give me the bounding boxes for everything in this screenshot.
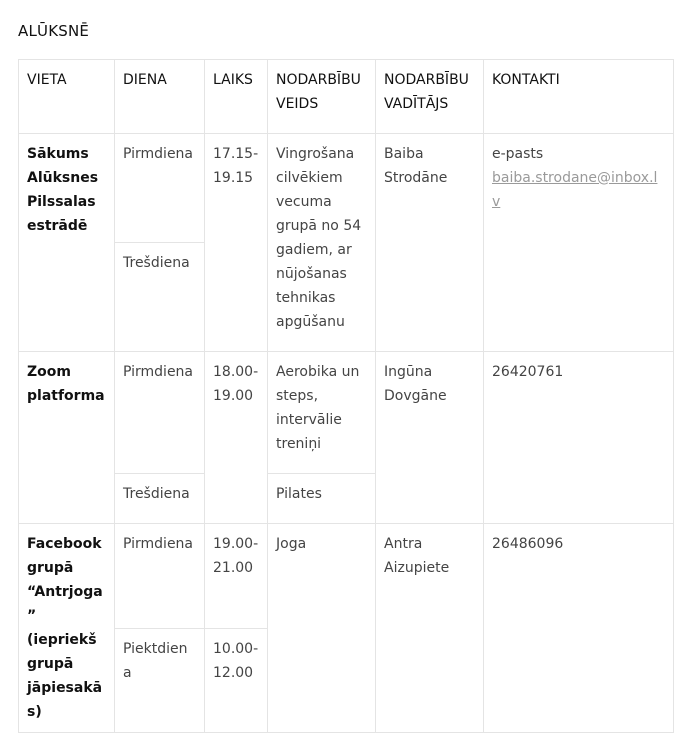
cell-laiks: 18.00-19.00 xyxy=(205,352,268,524)
schedule-table xyxy=(18,59,674,733)
cell-vaditajs: Baiba Strodāne xyxy=(376,134,484,352)
cell-kontakti xyxy=(484,134,674,352)
cell-laiks: 19.00-21.00 xyxy=(205,524,268,629)
table-header-row xyxy=(19,60,674,134)
header-diena: DIENA xyxy=(115,60,205,134)
header-nodarbibu-veids: NODARBĪBU VEIDS xyxy=(268,60,376,134)
page-heading: ALŪKSNĒ xyxy=(18,22,90,40)
cell-vieta: Sākums Alūksnes Pilssalas estrādē xyxy=(19,134,115,352)
cell-vieta: Zoom platforma xyxy=(19,352,115,524)
cell-diena: Pirmdiena xyxy=(115,524,205,629)
cell-vaditajs: Ingūna Dovgāne xyxy=(376,352,484,524)
email-link[interactable]: baiba.strodane@inbox.lv xyxy=(492,170,658,210)
table-row xyxy=(19,524,674,629)
cell-laiks: 10.00-12.00 xyxy=(205,629,268,733)
cell-diena: Trešdiena xyxy=(115,243,205,352)
cell-nodarbibu-veids: Aerobika un steps, intervālie treniņi xyxy=(268,352,376,474)
cell-diena: Trešdiena xyxy=(115,474,205,524)
cell-laiks: 17.15-19.15 xyxy=(205,134,268,352)
header-nodarbibu-vaditajs: NODARBĪBU VADĪTĀJS xyxy=(376,60,484,134)
cell-kontakti: 26420761 xyxy=(484,352,674,524)
table-row xyxy=(19,352,674,474)
cell-diena: Piektdiena xyxy=(115,629,205,733)
cell-kontakti: 26486096 xyxy=(484,524,674,733)
cell-nodarbibu-veids: Joga xyxy=(268,524,376,733)
contact-label: e-pasts xyxy=(492,146,544,162)
header-kontakti: KONTAKTI xyxy=(484,60,674,134)
table-row xyxy=(19,134,674,243)
cell-nodarbibu-veids: Vingrošana cilvēkiem vecuma grupā no 54 gadiem, ar nūjošanas tehnikas apgūšanu xyxy=(268,134,376,352)
cell-vieta: Facebook grupā “Antrjoga” (iepriekš grupā jāpiesakās) xyxy=(19,524,115,733)
cell-diena: Pirmdiena xyxy=(115,134,205,243)
header-laiks: LAIKS xyxy=(205,60,268,134)
cell-diena: Pirmdiena xyxy=(115,352,205,474)
header-vieta: VIETA xyxy=(19,60,115,134)
cell-vaditajs: Antra Aizupiete xyxy=(376,524,484,733)
cell-nodarbibu-veids: Pilates xyxy=(268,474,376,524)
